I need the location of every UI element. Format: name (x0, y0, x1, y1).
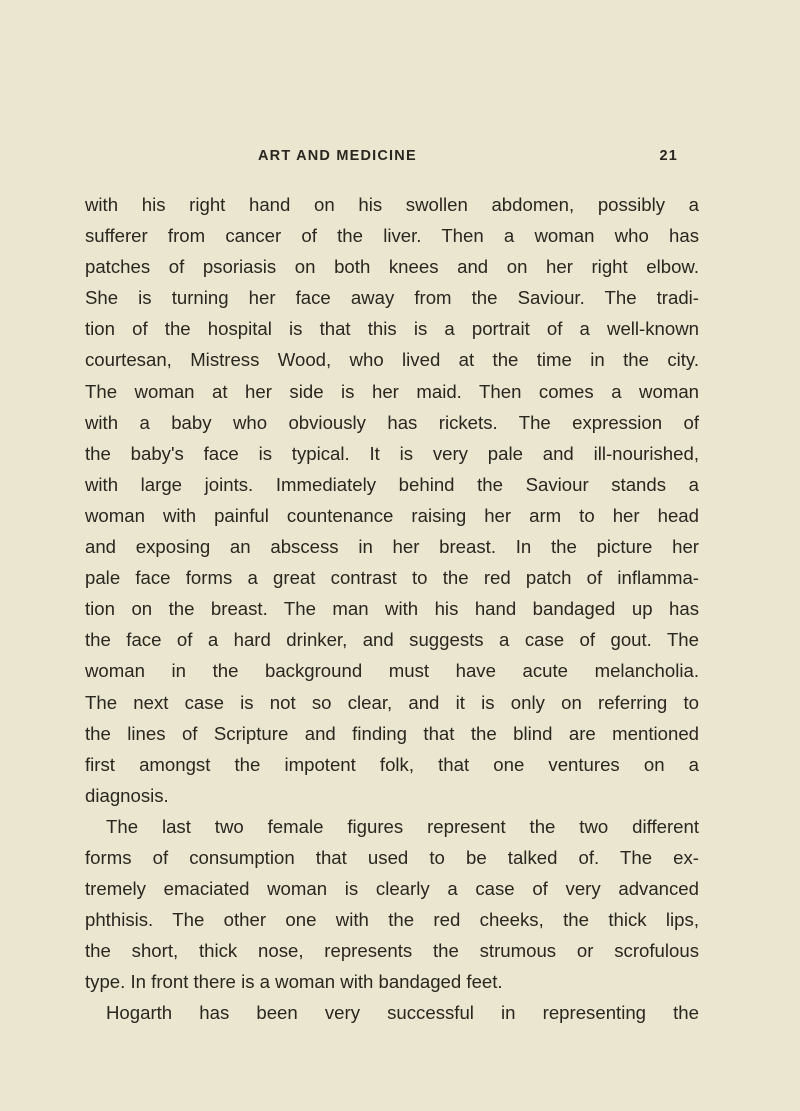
text-line: with his right hand on his swollen abdomen, possibly a (85, 194, 699, 215)
paragraph-2 (85, 811, 699, 998)
text-line: tion of the hospital is that this is a portrait of a well-known (85, 318, 699, 340)
text-line: with a baby who obviously has rickets. The expression of (85, 411, 699, 433)
text-line: woman in the background must have acute melancholia. (85, 660, 699, 682)
text-line: phthisis. The other one with the red cheeks, the thick lips, (85, 909, 699, 931)
text-line: with large joints. Immediately behind the Saviour stands a (85, 473, 699, 495)
paragraph-1 (85, 189, 699, 811)
text-line: tremely emaciated woman is clearly a case of very advanced (85, 878, 699, 900)
text-line: woman with painful countenance raising her arm to her head (85, 504, 699, 526)
running-head (258, 148, 678, 170)
text-line: type. In front there is a woman with bandaged feet. (85, 971, 503, 993)
text-line: The next case is not so clear, and it is only on referring to (85, 691, 699, 713)
text-line: the short, thick nose, represents the strumous or scrofulous (85, 940, 699, 962)
text-line: sufferer from cancer of the liver. Then a woman who has (85, 225, 699, 247)
paragraph-3 (85, 997, 699, 1028)
text-line: forms of consumption that used to be talked of. The ex- (85, 846, 699, 868)
text-line: tion on the breast. The man with his hand bandaged up has (85, 598, 699, 620)
text-line: The woman at her side is her maid. Then comes a woman (85, 380, 699, 402)
text-line: the lines of Scripture and finding that the blind are mentioned (85, 722, 699, 744)
text-line: patches of psoriasis on both knees and on her right elbow. (85, 256, 699, 278)
text-line: courtesan, Mistress Wood, who lived at the time in the city. (85, 349, 699, 371)
text-line: pale face forms a great contrast to the red patch of inflamma- (85, 567, 699, 589)
text-line: and exposing an abscess in her breast. In the picture her (85, 536, 699, 558)
text-line: first amongst the impotent folk, that one ventures on a (85, 753, 699, 775)
text-line: Hogarth has been very successful in representing the (106, 1002, 699, 1024)
page-number: 21 (659, 148, 678, 164)
running-head-title: ART AND MEDICINE (258, 148, 417, 164)
text-line: diagnosis. (85, 784, 169, 806)
text-line: She is turning her face away from the Saviour. The tradi- (85, 287, 699, 309)
text-line: The last two female figures represent the two different (106, 815, 699, 837)
body-text (85, 189, 699, 1029)
text-line: the face of a hard drinker, and suggests a case of gout. The (85, 629, 699, 651)
text-line: the baby's face is typical. It is very pale and ill-nourished, (85, 442, 699, 464)
